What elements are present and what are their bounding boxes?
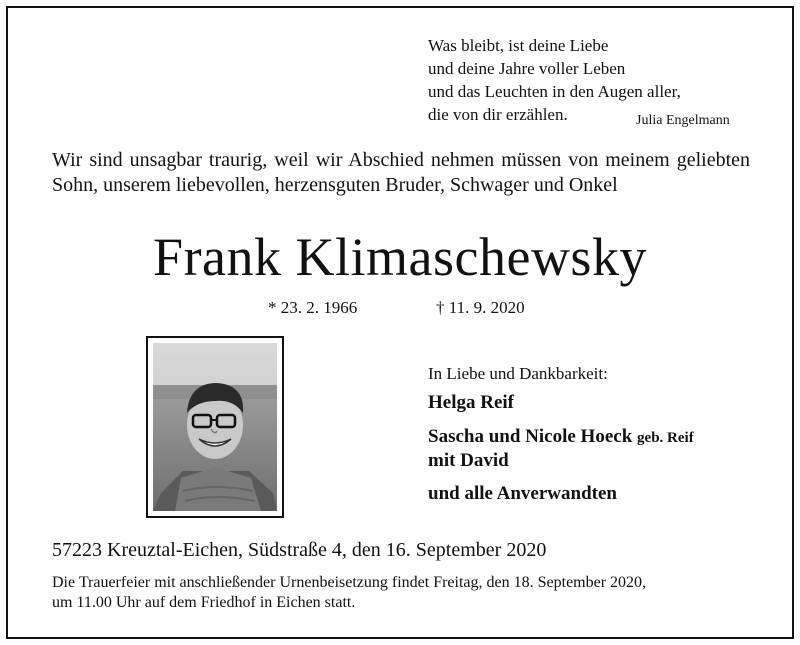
maiden-name: geb. Reif [637,430,694,446]
service-info [52,573,772,613]
mourner-name: Helga Reif [428,392,515,413]
intro-text: Wir sind unsagbar traurig, weil wir Abschied nehmen müssen von meinem geliebten Sohn, unserem liebevollen, herzensguten Bruder, Schwager und Onkel [52,149,750,196]
service-line: um 11.00 Uhr auf dem Friedhof in Eichen statt. [52,594,356,611]
portrait-image [153,343,277,511]
poem-author: Julia Engelmann [636,113,730,128]
deceased-name: Frank Klimaschewsky [153,227,647,287]
mourner-name-text: Sascha und Nicole Hoeck [428,426,633,447]
death-date: † 11. 9. 2020 [436,298,525,317]
poem-line: und das Leuchten in den Augen aller, [428,82,681,101]
portrait-photo [146,336,284,518]
poem-line: Was bleibt, ist deine Liebe [428,36,609,55]
birth-date: * 23. 2. 1966 [268,298,358,317]
mourner-name [428,426,694,448]
poem-line: die von dir erzählen. [428,105,568,124]
mourner-name: und alle Anverwandten [428,483,617,504]
thanks-line: In Liebe und Dankbarkeit: [428,364,608,383]
address-line: 57223 Kreuztal-Eichen, Südstraße 4, den 16. September 2020 [52,539,547,561]
mourner-name: mit David [428,450,509,471]
service-line: Die Trauerfeier mit anschließender Urnenbeisetzung findet Freitag, den 18. September 2020, [52,574,647,591]
poem-line: und deine Jahre voller Leben [428,59,626,78]
